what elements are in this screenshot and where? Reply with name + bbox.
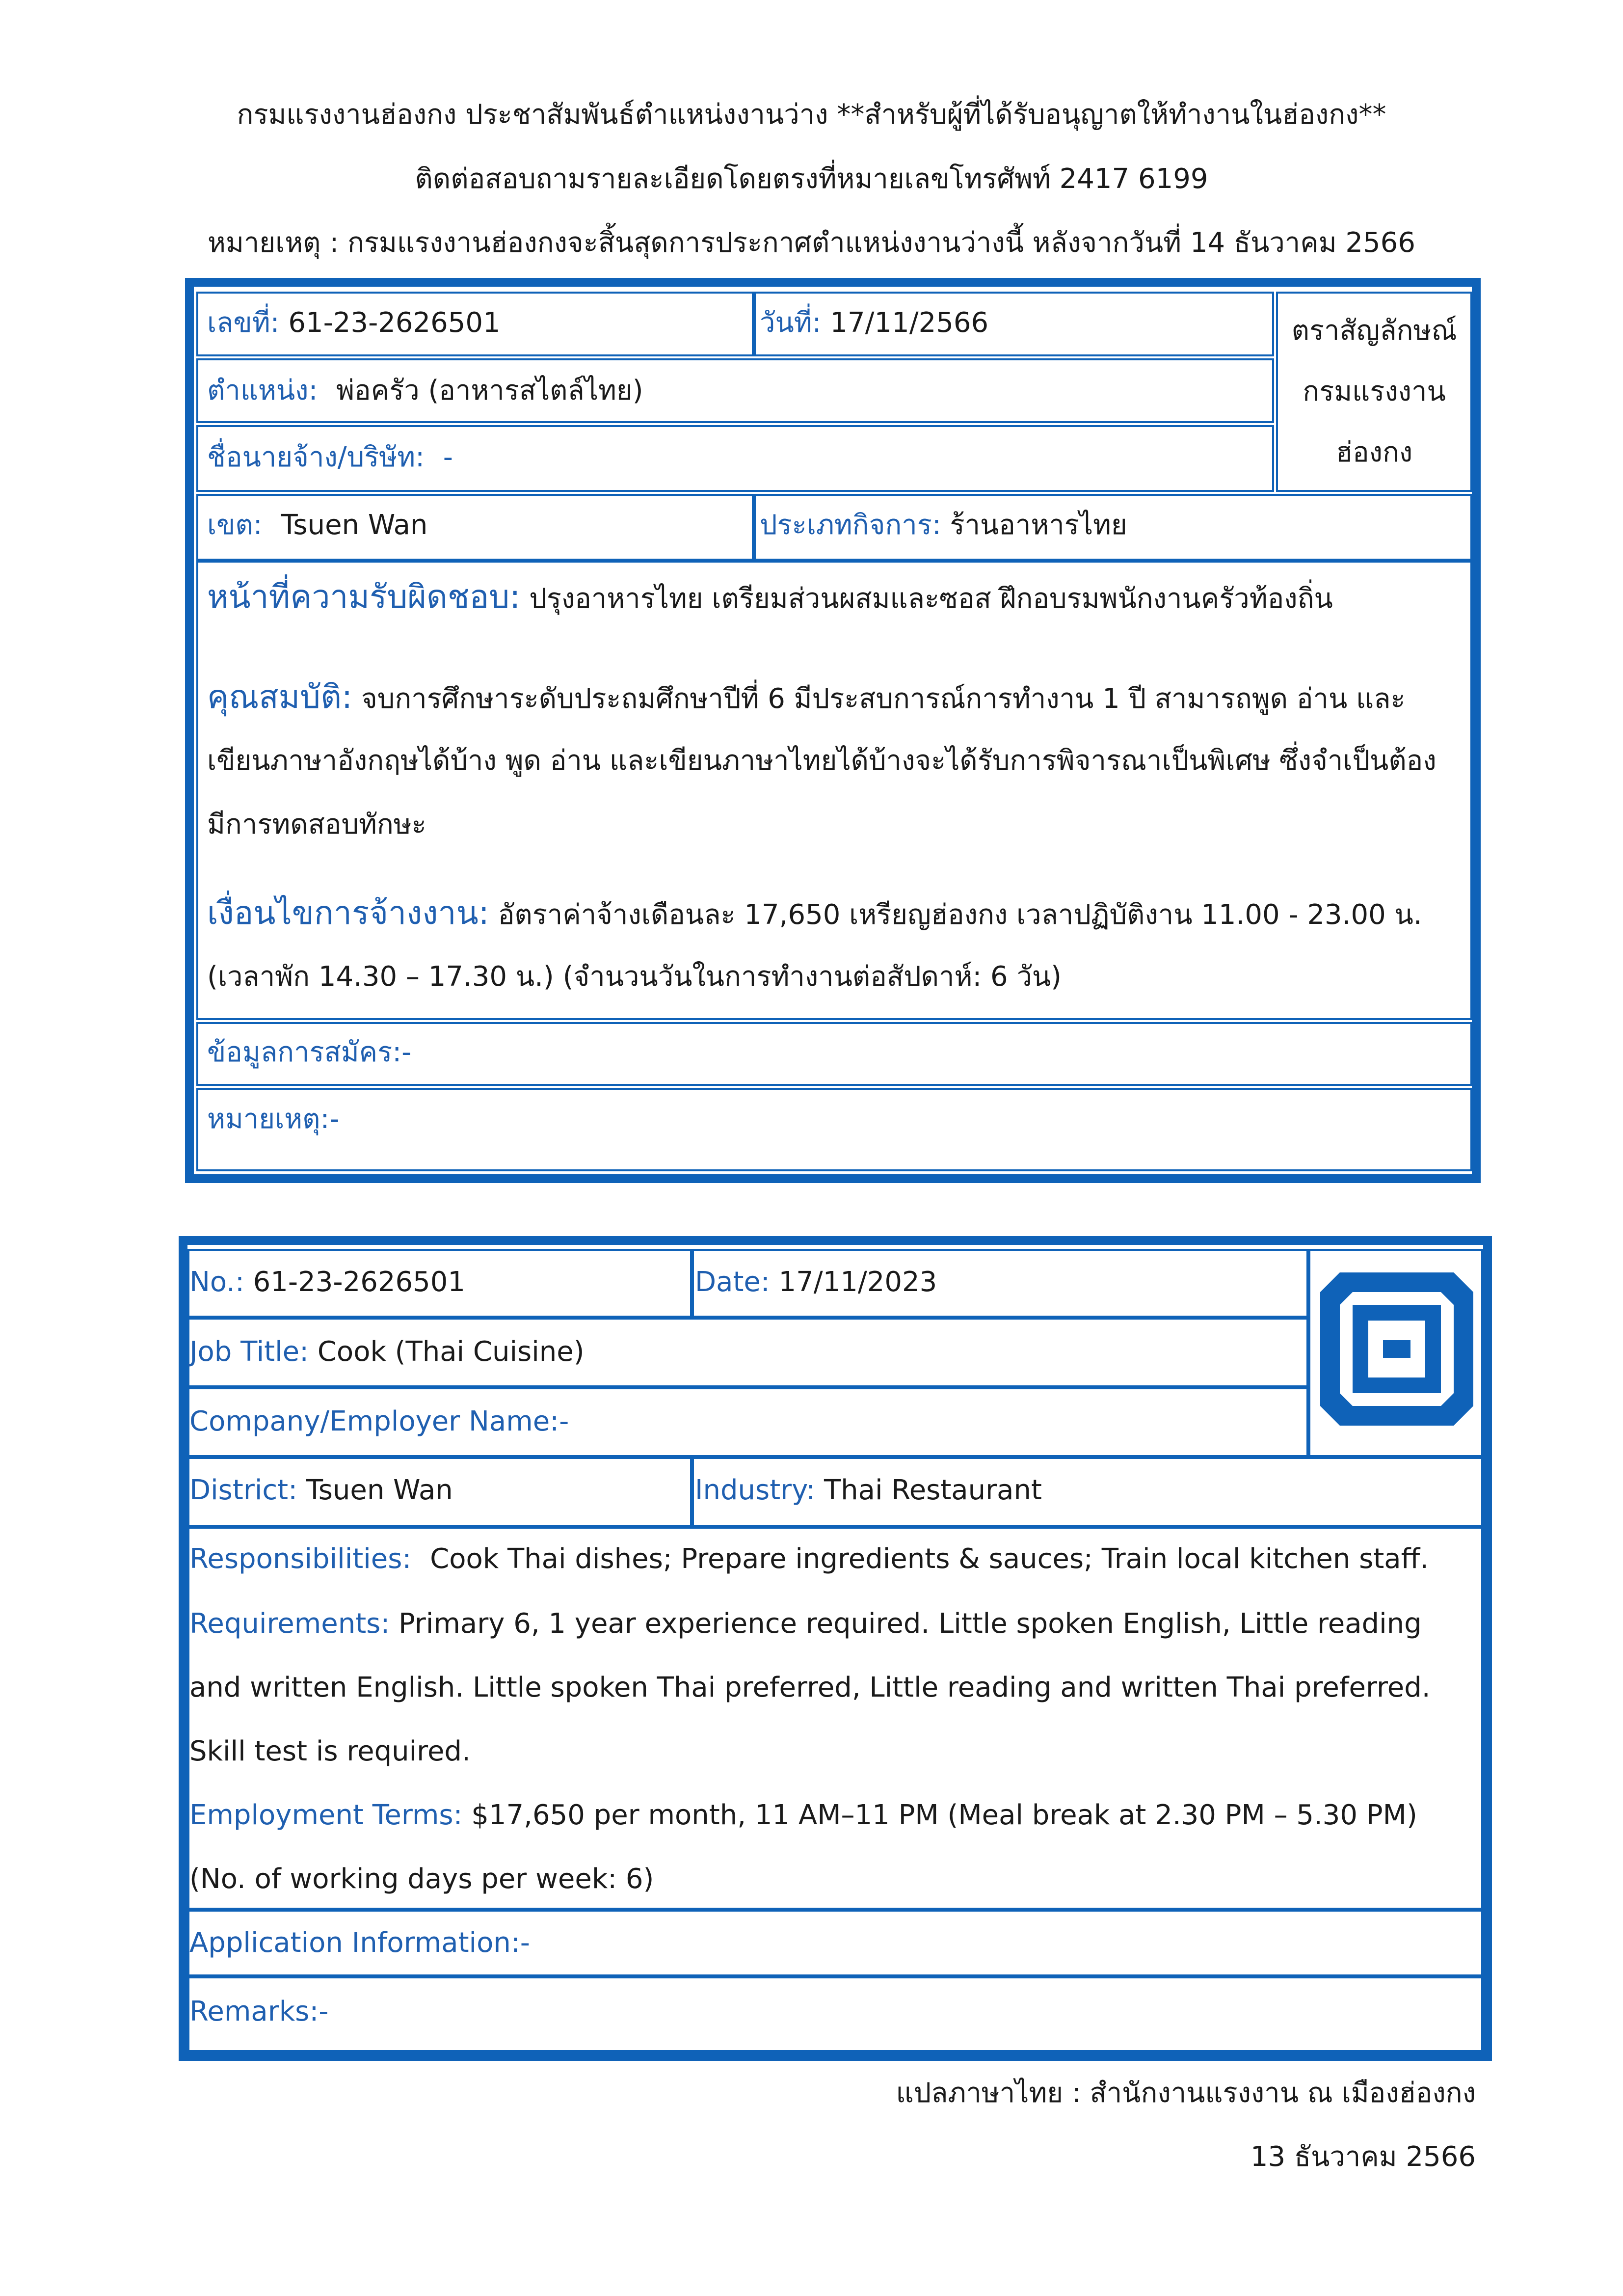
thai-terms-line-2: (เวลาพัก 14.30 – 17.30 น.) (จำนวนวันในการทำงานต่อสัปดาห์: 6 วัน) [207,961,1062,993]
emblem-line-1: ตราสัญลักษณ์ [1291,315,1457,347]
en-industry-value: Thai Restaurant [824,1474,1042,1506]
en-district-value: Tsuen Wan [306,1474,453,1506]
thai-no-row [207,303,501,343]
thai-industry-row [760,506,1127,545]
thai-remarks-cell [196,1088,1472,1171]
header-line-1: กรมแรงงานฮ่องกง ประชาสัมพันธ์ตำแหน่งงานว่าง **สำหรับผู้ที่ได้รับอนุญาตให้ทำงานในฮ่องกง** [237,99,1386,131]
en-date-row [695,1263,937,1302]
thai-duties-row [207,577,1333,619]
emblem-line-3: ฮ่องกง [1335,436,1413,468]
thai-qual-line-2: เขียนภาษาอังกฤษได้บ้าง พูด อ่าน และเขียนภาษาไทยได้บ้างจะได้รับการพิจารณาเป็นพิเศษ ซึ่งจำเป็นต้อง [207,745,1437,777]
logo-svg [1320,1272,1473,1426]
en-details-cell [187,1527,1483,1910]
thai-date-row [760,303,988,343]
en-company-label: Company/Employer Name:- [189,1405,569,1437]
en-req-line-2: and written English. Little spoken Thai preferred, Little reading and written Thai preferred. [189,1672,1431,1703]
en-title-value: Cook (Thai Cuisine) [317,1336,585,1368]
thai-position-value: พ่อครัว (อาหารสไตล์ไทย) [336,375,643,406]
thai-duties-label: หน้าที่ความรับผิดชอบ: [207,578,521,616]
thai-no-value: 61-23-2626501 [288,307,501,339]
thai-terms-label: เงื่อนไขการจ้างงาน: [207,894,489,932]
emblem-line-2: กรมแรงงาน [1303,376,1446,407]
thai-industry-value: ร้านอาหารไทย [950,509,1127,541]
thai-employer-label: ชื่อนายจ้าง/บริษัท: [207,441,425,473]
en-no-row [189,1263,465,1302]
thai-district-value: Tsuen Wan [281,509,428,541]
thai-employer-row [207,438,453,477]
en-resp-row [189,1540,1429,1579]
thai-position-label: ตำแหน่ง: [207,375,318,406]
thai-terms-row [207,893,1422,935]
thai-remarks-label: หมายเหตุ:- [207,1103,340,1135]
en-req-label: Requirements: [189,1608,390,1640]
labour-department-logo-icon [1320,1272,1473,1426]
en-date-label: Date: [695,1266,770,1298]
thai-apply-label: ข้อมูลการสมัคร:- [207,1036,412,1068]
thai-emblem-text [1276,300,1472,483]
footer-translator: แปลภาษาไทย : สำนักงานแรงงาน ณ เมืองฮ่องกง [896,2077,1476,2109]
thai-qual-line-3: มีการทดสอบทักษะ [207,809,426,840]
header-line-2: ติดต่อสอบถามรายละเอียดโดยตรงที่หมายเลขโทรศัพท์ 2417 6199 [415,163,1208,195]
en-terms-line-1: $17,650 per month, 11 AM–11 PM (Meal break at 2.30 PM – 5.30 PM) [471,1799,1417,1831]
en-title-label: Job Title: [189,1336,309,1368]
thai-date-value: 17/11/2566 [830,307,989,339]
en-date-value: 17/11/2023 [778,1266,937,1298]
thai-duties-value: ปรุงอาหารไทย เตรียมส่วนผสมและซอส ฝึกอบรมพนักงานครัวท้องถิ่น [529,583,1333,615]
en-no-value: 61-23-2626501 [253,1266,465,1298]
en-title-row [189,1332,585,1372]
en-industry-label: Industry: [695,1474,816,1506]
en-resp-value: Cook Thai dishes; Prepare ingredients & sauces; Train local kitchen staff. [430,1543,1429,1575]
en-req-line-1: Primary 6, 1 year experience required. Little spoken English, Little reading [399,1608,1422,1640]
thai-district-row [207,506,427,545]
en-apply-label: Application Information:- [189,1927,530,1959]
en-district-row [189,1471,453,1510]
thai-date-label: วันที่: [760,307,822,339]
en-terms-line-2: (No. of working days per week: 6) [189,1863,654,1895]
en-terms-label: Employment Terms: [189,1799,463,1831]
thai-industry-label: ประเภทกิจการ: [760,509,941,541]
en-industry-row [695,1471,1042,1510]
en-resp-label: Responsibilities: [189,1543,412,1575]
en-district-label: District: [189,1474,298,1506]
thai-no-label: เลขที่: [207,307,280,339]
en-req-line-3: Skill test is required. [189,1735,471,1767]
en-req-row [189,1604,1422,1644]
en-terms-row [189,1796,1417,1835]
thai-employer-value: - [443,441,453,473]
thai-details-cell [196,561,1472,1020]
thai-qual-label: คุณสมบัติ: [207,678,353,716]
footer-date: 13 ธันวาคม 2566 [1250,2141,1476,2173]
thai-qual-row [207,677,1406,719]
en-no-label: No.: [189,1266,244,1298]
thai-qual-line-1: จบการศึกษาระดับประถมศึกษาปีที่ 6 มีประสบการณ์การทำงาน 1 ปี สามารถพูด อ่าน และ [361,683,1406,715]
thai-district-label: เขต: [207,509,263,541]
en-remarks-label: Remarks:- [189,1996,329,2027]
thai-position-row [207,371,643,410]
header-line-3: หมายเหตุ : กรมแรงงานฮ่องกงจะสิ้นสุดการประกาศตำแหน่งงานว่างนี้ หลังจากวันที่ 14 ธันวาคม 2566 [208,227,1415,259]
thai-terms-line-1: อัตราค่าจ้างเดือนละ 17,650 เหรียญฮ่องกง เวลาปฏิบัติงาน 11.00 - 23.00 น. [498,899,1422,931]
en-remarks-cell [187,1976,1483,2052]
